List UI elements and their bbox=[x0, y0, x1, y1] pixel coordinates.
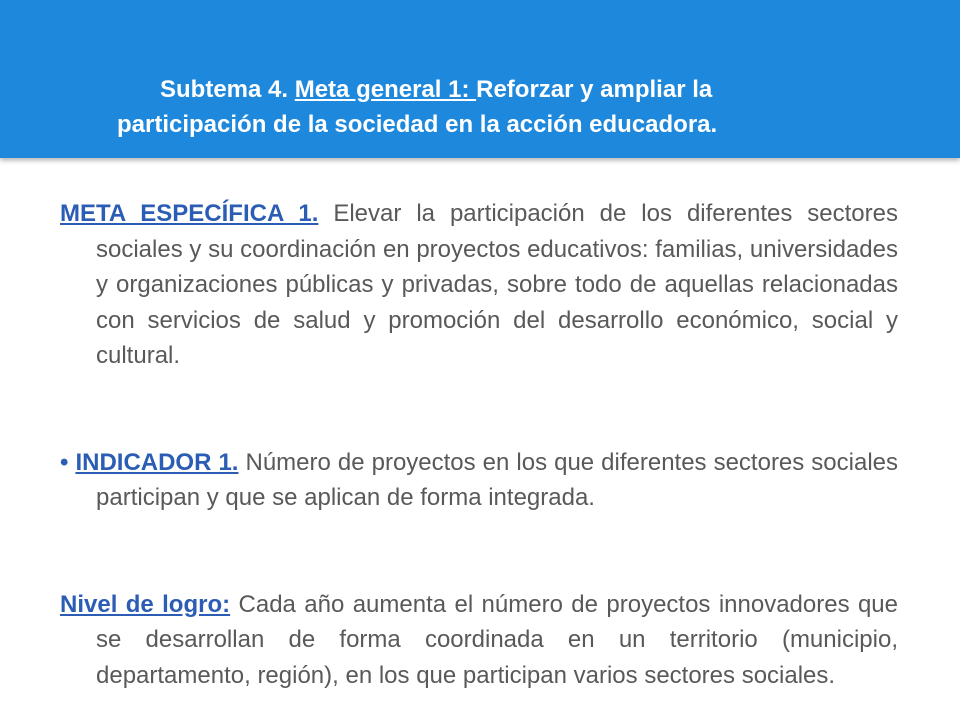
meta-especifica-label: META ESPECÍFICA 1. bbox=[60, 200, 319, 227]
indicador-label: INDICADOR 1. bbox=[75, 448, 239, 476]
slide-title bbox=[0, 72, 960, 142]
indicador-text: Número de proyectos en los que diferentes sectores sociales participan y que se aplican de forma integrada. bbox=[96, 448, 899, 511]
nivel-logro-label: Nivel de logro: bbox=[60, 590, 231, 618]
nivel-logro-paragraph bbox=[60, 587, 898, 694]
title-prefix: Subtema 4. bbox=[160, 76, 295, 103]
title-line-2: participación de la sociedad en la acción educadora. bbox=[117, 111, 718, 138]
indicador-paragraph bbox=[60, 445, 898, 516]
title-meta-label: Meta general 1: bbox=[294, 76, 477, 103]
title-line1-rest: Reforzar y ampliar la bbox=[476, 76, 713, 103]
nivel-logro-text: Cada año aumenta el número de proyectos innovadores que se desarrollan de forma coordinada en un territorio (municipio, departamento, región), en los que participan varios sectores sociales. bbox=[96, 590, 898, 689]
meta-especifica-paragraph bbox=[60, 196, 898, 374]
title-line-1 bbox=[0, 72, 960, 107]
meta-especifica-text: Elevar la participación de los diferentes sectores sociales y su coordinación en proyectos educativos: familias, universidades y organizaciones públicas y privadas, sobre todo de aquellas relacionadas con servicios de salud y promoción del desarrollo económico, social y cultural. bbox=[96, 200, 898, 369]
bullet-icon: • bbox=[60, 448, 76, 476]
slide-content bbox=[60, 196, 898, 693]
slide-header bbox=[0, 0, 960, 158]
